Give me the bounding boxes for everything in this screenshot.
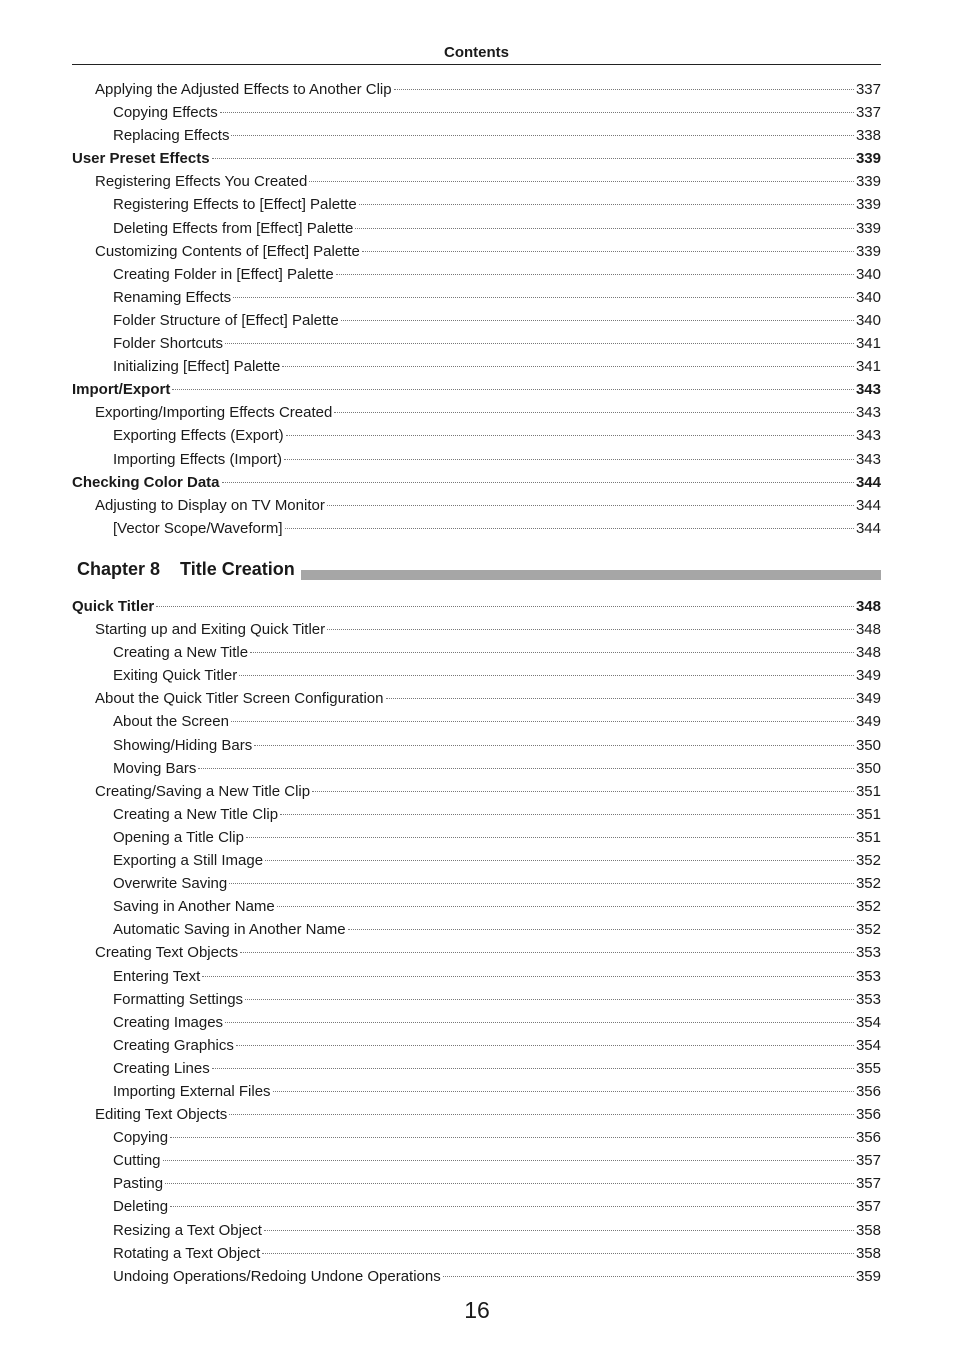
toc-entry[interactable] xyxy=(72,1219,881,1242)
toc-entry-page: 340 xyxy=(855,311,881,329)
toc-dot-leader xyxy=(222,482,854,483)
toc-dot-leader xyxy=(282,366,854,367)
toc-entry[interactable] xyxy=(72,355,881,378)
chapter-number: Chapter 8 xyxy=(77,559,161,579)
toc-entry[interactable] xyxy=(72,618,881,641)
toc-entry-page: 344 xyxy=(855,473,881,491)
toc-dot-leader xyxy=(312,791,854,792)
toc-entry-title: Automatic Saving in Another Name xyxy=(113,921,346,939)
toc-entry-page: 337 xyxy=(855,81,881,98)
toc-entry-title: Overwrite Saving xyxy=(113,875,228,893)
toc-entry-page: 344 xyxy=(855,519,881,537)
toc-dot-leader xyxy=(231,135,854,136)
toc-entry[interactable] xyxy=(72,424,881,447)
toc-entry[interactable] xyxy=(72,193,881,216)
toc-dot-leader xyxy=(239,675,854,676)
toc-entry-title: Formatting Settings xyxy=(113,990,244,1008)
toc-entry[interactable] xyxy=(72,332,881,355)
toc-entry[interactable] xyxy=(72,757,881,780)
toc-entry-title: Creating/Saving a New Title Clip xyxy=(95,782,311,800)
toc-dot-leader xyxy=(163,1160,854,1161)
toc-entry[interactable] xyxy=(72,263,881,286)
toc-entry[interactable] xyxy=(72,170,881,193)
toc-entry[interactable] xyxy=(72,988,881,1011)
toc-entry[interactable] xyxy=(72,309,881,332)
toc-entry-page: 337 xyxy=(855,104,881,122)
toc-entry-page: 356 xyxy=(855,1129,881,1147)
toc-entry-page: 339 xyxy=(855,173,881,191)
toc-entry-title: Copying xyxy=(113,1129,169,1147)
toc-entry-page: 354 xyxy=(855,1036,881,1054)
toc-entry-page: 353 xyxy=(855,967,881,985)
toc-entry-title: Checking Color Data xyxy=(72,473,220,491)
toc-dot-leader xyxy=(394,89,854,90)
toc-entry-title: Rotating a Text Object xyxy=(113,1244,261,1262)
toc-dot-leader xyxy=(336,274,854,275)
toc-dot-leader xyxy=(386,698,854,699)
toc-entry[interactable] xyxy=(72,826,881,849)
toc-entry-page: 343 xyxy=(855,381,881,399)
toc-entry-title: Replacing Effects xyxy=(113,127,230,145)
toc-dot-leader xyxy=(273,1091,854,1092)
toc-entry-title: Entering Text xyxy=(113,967,201,985)
toc-entry[interactable] xyxy=(72,849,881,872)
toc-dot-leader xyxy=(170,1137,854,1138)
toc-entry-title: Import/Export xyxy=(72,381,171,399)
toc-entry-page: 348 xyxy=(855,644,881,662)
toc-entry[interactable] xyxy=(72,941,881,964)
toc-entry[interactable] xyxy=(72,494,881,517)
toc-dot-leader xyxy=(359,204,854,205)
toc-entry-title: Saving in Another Name xyxy=(113,898,275,916)
toc-entry-page: 354 xyxy=(855,1013,881,1031)
toc-entry-title: Registering Effects to [Effect] Palette xyxy=(113,196,357,214)
toc-entry-page: 353 xyxy=(855,944,881,962)
toc-entry[interactable] xyxy=(72,1080,881,1103)
toc-dot-leader xyxy=(225,343,854,344)
toc-entry-title: Creating Lines xyxy=(113,1059,210,1077)
toc-dot-leader xyxy=(443,1276,854,1277)
toc-entry-page: 344 xyxy=(855,496,881,514)
toc-entry[interactable] xyxy=(72,517,881,540)
toc-dot-leader xyxy=(280,814,854,815)
toc-dot-leader xyxy=(265,860,854,861)
toc-entry-page: 357 xyxy=(855,1198,881,1216)
toc-entry[interactable] xyxy=(72,240,881,263)
toc-entry-title: [Vector Scope/Waveform] xyxy=(113,519,283,537)
toc-entry-page: 343 xyxy=(855,404,881,422)
toc-entry[interactable] xyxy=(72,1195,881,1218)
toc-entry[interactable] xyxy=(72,734,881,757)
chapter-heading-label xyxy=(72,557,301,581)
toc-dot-leader xyxy=(327,505,854,506)
toc-dot-leader xyxy=(236,1045,854,1046)
toc-entry-page: 341 xyxy=(855,335,881,353)
toc-entry-title: Initializing [Effect] Palette xyxy=(113,358,281,376)
toc-entry-page: 352 xyxy=(855,852,881,870)
toc-dot-leader xyxy=(165,1183,854,1184)
toc-dot-leader xyxy=(355,228,854,229)
toc-dot-leader xyxy=(246,837,854,838)
toc-entry-page: 348 xyxy=(855,621,881,639)
toc-entry[interactable] xyxy=(72,101,881,124)
toc-dot-leader xyxy=(156,606,854,607)
toc-entry-title: Creating a New Title Clip xyxy=(113,805,279,823)
toc-entry-title: Importing External Files xyxy=(113,1082,271,1100)
toc-dot-leader xyxy=(172,389,854,390)
toc-dot-leader xyxy=(262,1253,854,1254)
toc-entry-page: 338 xyxy=(855,127,881,145)
toc-entry-page: 353 xyxy=(855,990,881,1008)
toc-entry[interactable] xyxy=(72,1149,881,1172)
toc-dot-leader xyxy=(233,297,854,298)
toc-entry-title: Pasting xyxy=(113,1175,164,1193)
toc-dot-leader xyxy=(229,1114,854,1115)
toc-entry-title: Exporting/Importing Effects Created xyxy=(95,404,333,422)
toc-entry[interactable] xyxy=(72,1172,881,1195)
page-header-title: Contents xyxy=(444,44,509,61)
toc-entry-title: Folder Structure of [Effect] Palette xyxy=(113,311,339,329)
toc-section-bottom xyxy=(72,595,881,1288)
toc-entry-title: Creating Images xyxy=(113,1013,224,1031)
toc-entry[interactable] xyxy=(72,1011,881,1034)
toc-entry-title: Undoing Operations/Redoing Undone Operations xyxy=(113,1267,441,1285)
toc-entry[interactable] xyxy=(72,780,881,803)
toc-dot-leader xyxy=(277,906,854,907)
toc-entry[interactable] xyxy=(72,710,881,733)
toc-dot-leader xyxy=(212,158,854,159)
toc-entry-title: Creating Folder in [Effect] Palette xyxy=(113,265,334,283)
toc-entry-title: Registering Effects You Created xyxy=(95,173,308,191)
toc-entry-page: 340 xyxy=(855,265,881,283)
toc-dot-leader xyxy=(198,768,854,769)
toc-entry-title: Creating a New Title xyxy=(113,644,249,662)
toc-entry-title: Exiting Quick Titler xyxy=(113,667,238,685)
toc-entry[interactable] xyxy=(72,147,881,170)
toc-dot-leader xyxy=(285,528,854,529)
toc-entry[interactable] xyxy=(72,1057,881,1080)
toc-entry-page: 350 xyxy=(855,736,881,754)
toc-entry-page: 349 xyxy=(855,667,881,685)
toc-dot-leader xyxy=(220,112,854,113)
toc-entry[interactable] xyxy=(72,595,881,618)
toc-entry[interactable] xyxy=(72,918,881,941)
toc-entry[interactable] xyxy=(72,872,881,895)
toc-entry[interactable] xyxy=(72,1103,881,1126)
toc-dot-leader xyxy=(286,435,854,436)
toc-entry[interactable] xyxy=(72,1242,881,1265)
toc-entry-page: 350 xyxy=(855,759,881,777)
toc-section-top xyxy=(72,78,881,540)
toc-entry-title: Importing Effects (Import) xyxy=(113,450,282,468)
toc-entry[interactable] xyxy=(72,1126,881,1149)
toc-entry-title: Creating Text Objects xyxy=(95,944,239,962)
toc-dot-leader xyxy=(348,929,854,930)
toc-dot-leader xyxy=(309,181,854,182)
toc-entry[interactable] xyxy=(72,803,881,826)
toc-entry-title: About the Screen xyxy=(113,713,229,731)
toc-dot-leader xyxy=(254,745,854,746)
toc-entry-page: 352 xyxy=(855,875,881,893)
toc-entry[interactable] xyxy=(72,448,881,471)
toc-entry[interactable] xyxy=(72,1034,881,1057)
toc-entry[interactable] xyxy=(72,217,881,240)
toc-entry-page: 352 xyxy=(855,898,881,916)
toc-entry[interactable] xyxy=(72,78,881,101)
chapter-title: Title Creation xyxy=(180,559,295,579)
toc-entry-page: 356 xyxy=(855,1082,881,1100)
toc-dot-leader xyxy=(362,251,854,252)
toc-entry-title: Deleting Effects from [Effect] Palette xyxy=(113,219,354,237)
toc-dot-leader xyxy=(202,976,854,977)
toc-entry-page: 349 xyxy=(855,713,881,731)
toc-entry-title: Quick Titler xyxy=(72,598,155,615)
toc-entry-title: Renaming Effects xyxy=(113,288,232,306)
toc-entry-title: Cutting xyxy=(113,1152,161,1170)
toc-entry-page: 355 xyxy=(855,1059,881,1077)
toc-entry[interactable] xyxy=(72,895,881,918)
toc-dot-leader xyxy=(341,320,854,321)
toc-entry-title: Exporting Effects (Export) xyxy=(113,427,284,445)
toc-entry-page: 357 xyxy=(855,1152,881,1170)
toc-dot-leader xyxy=(225,1022,854,1023)
toc-entry[interactable] xyxy=(72,641,881,664)
toc-entry[interactable] xyxy=(72,378,881,401)
toc-dot-leader xyxy=(240,952,854,953)
toc-entry[interactable] xyxy=(72,286,881,309)
toc-entry-page: 351 xyxy=(855,782,881,800)
toc-entry-title: Moving Bars xyxy=(113,759,197,777)
toc-dot-leader xyxy=(264,1230,854,1231)
toc-entry-page: 340 xyxy=(855,288,881,306)
toc-entry-title: Showing/Hiding Bars xyxy=(113,736,253,754)
toc-dot-leader xyxy=(284,459,854,460)
toc-entry-page: 351 xyxy=(855,828,881,846)
toc-dot-leader xyxy=(170,1206,854,1207)
toc-entry-page: 343 xyxy=(855,427,881,445)
toc-entry-title: Customizing Contents of [Effect] Palette xyxy=(95,242,360,260)
toc-entry-page: 339 xyxy=(855,196,881,214)
toc-dot-leader xyxy=(212,1068,854,1069)
toc-entry-title: About the Quick Titler Screen Configuration xyxy=(95,690,384,708)
toc-entry-page: 358 xyxy=(855,1244,881,1262)
toc-entry-title: Exporting a Still Image xyxy=(113,852,264,870)
toc-entry-page: 343 xyxy=(855,450,881,468)
header-divider xyxy=(72,64,881,65)
toc-entry-page: 348 xyxy=(855,598,881,615)
toc-entry-title: Opening a Title Clip xyxy=(113,828,244,846)
toc-entry-page: 339 xyxy=(855,219,881,237)
toc-entry-title: Deleting xyxy=(113,1198,169,1216)
toc-entry-title: Adjusting to Display on TV Monitor xyxy=(95,496,325,514)
toc-entry-page: 352 xyxy=(855,921,881,939)
toc-dot-leader xyxy=(231,721,854,722)
toc-entry-title: Resizing a Text Object xyxy=(113,1221,262,1239)
toc-entry-page: 356 xyxy=(855,1106,881,1124)
toc-entry-page: 339 xyxy=(855,150,881,168)
toc-entry-page: 339 xyxy=(855,242,881,260)
toc-entry[interactable] xyxy=(72,965,881,988)
toc-entry-page: 358 xyxy=(855,1221,881,1239)
toc-dot-leader xyxy=(229,883,854,884)
toc-entry[interactable] xyxy=(72,687,881,710)
toc-entry-page: 341 xyxy=(855,358,881,376)
toc-entry[interactable] xyxy=(72,124,881,147)
toc-entry-page: 349 xyxy=(855,690,881,708)
toc-entry[interactable] xyxy=(72,471,881,494)
toc-entry-title: Creating Graphics xyxy=(113,1036,234,1054)
toc-entry[interactable] xyxy=(72,401,881,424)
chapter-heading xyxy=(72,557,881,583)
page-number: 16 xyxy=(464,1297,490,1323)
toc-entry-title: User Preset Effects xyxy=(72,150,210,168)
toc-dot-leader xyxy=(334,412,854,413)
toc-entry-page: 359 xyxy=(855,1267,881,1285)
toc-entry-page: 351 xyxy=(855,805,881,823)
toc-entry-page: 357 xyxy=(855,1175,881,1193)
toc-entry[interactable] xyxy=(72,664,881,687)
toc-entry-title: Copying Effects xyxy=(113,104,218,122)
toc-entry-title: Folder Shortcuts xyxy=(113,335,224,353)
toc-entry-title: Applying the Adjusted Effects to Another Clip xyxy=(95,81,392,98)
toc-entry-title: Starting up and Exiting Quick Titler xyxy=(95,621,326,639)
toc-entry-title: Editing Text Objects xyxy=(95,1106,228,1124)
toc-dot-leader xyxy=(250,652,854,653)
toc-dot-leader xyxy=(245,999,854,1000)
toc-entry[interactable] xyxy=(72,1265,881,1288)
toc-dot-leader xyxy=(327,629,854,630)
